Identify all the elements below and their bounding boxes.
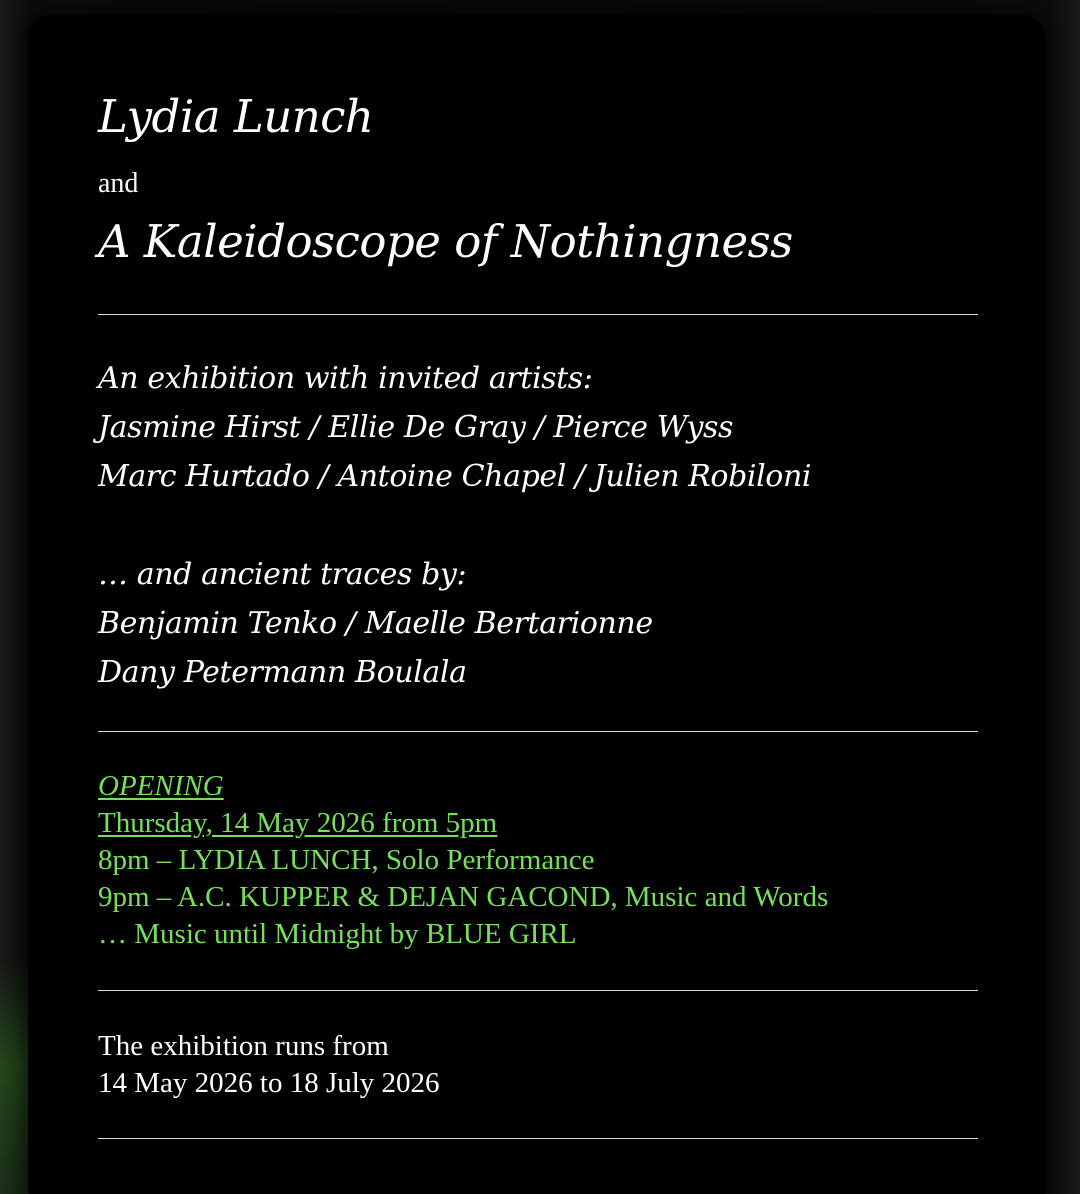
poster-subtitle: A Kaleidoscope of Nothingness [98, 215, 793, 268]
divider-2 [98, 731, 978, 732]
ancient-traces-block [98, 550, 653, 697]
ancient-traces-intro: … and ancient traces by: [98, 557, 467, 592]
invited-artists-intro: An exhibition with invited artists: [98, 361, 593, 396]
title-conjunction: and [98, 168, 139, 199]
poster-title: Lydia Lunch [98, 90, 374, 143]
poster-panel [28, 14, 1046, 1194]
divider-4 [98, 1138, 978, 1139]
ancient-traces-line: Dany Petermann Boulala [98, 655, 467, 690]
exhibition-runs-label: The exhibition runs from [98, 1030, 389, 1062]
divider-3 [98, 990, 978, 991]
opening-date: Thursday, 14 May 2026 from 5pm [98, 807, 498, 839]
invited-artists-line: Marc Hurtado / Antoine Chapel / Julien Robiloni [98, 459, 812, 494]
opening-event: … Music until Midnight by BLUE GIRL [98, 918, 577, 950]
invited-artists-block [98, 354, 811, 501]
invited-artists-line: Jasmine Hirst / Ellie De Gray / Pierce Wyss [98, 410, 734, 445]
opening-event: 9pm – A.C. KUPPER & DEJAN GACOND, Music and Words [98, 881, 829, 913]
exhibition-dates-block [98, 1028, 440, 1102]
opening-block [98, 768, 828, 953]
divider-1 [98, 314, 978, 315]
opening-event: 8pm – LYDIA LUNCH, Solo Performance [98, 844, 595, 876]
opening-heading: OPENING [98, 770, 224, 802]
exhibition-date-range: 14 May 2026 to 18 July 2026 [98, 1067, 440, 1099]
ancient-traces-line: Benjamin Tenko / Maelle Bertarionne [98, 606, 653, 641]
